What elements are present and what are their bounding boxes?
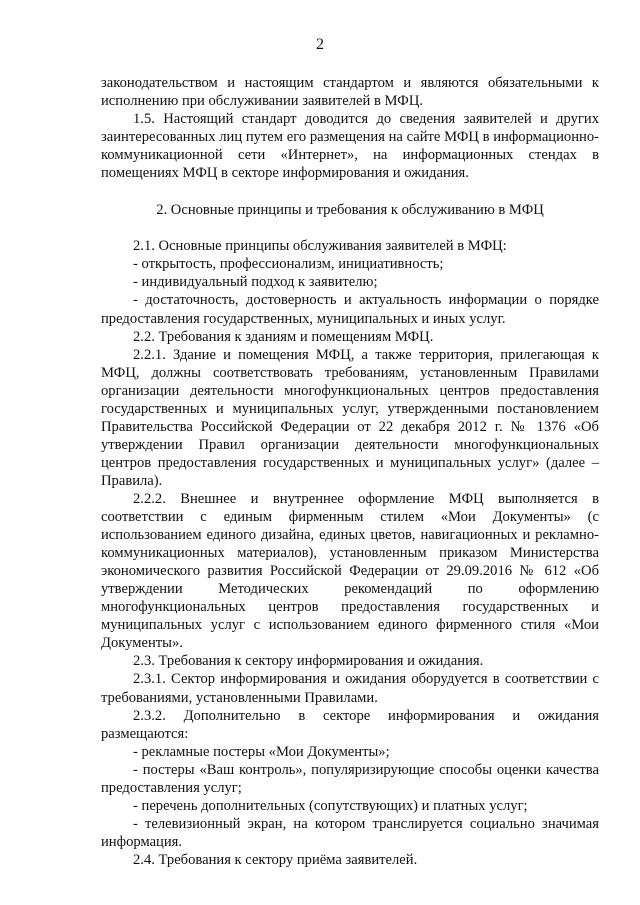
section-heading: 2. Основные принципы и требования к обслуживанию в МФЦ bbox=[156, 202, 544, 219]
paragraph-2-2: 2.2. Требования к зданиям и помещениям МФЦ. bbox=[133, 328, 434, 345]
paragraph-2-3-2: 2.3.2. Дополнительно в секторе информирования и ожидания размещаются: bbox=[101, 707, 599, 742]
list-item-information: - достаточность, достоверность и актуальность информации о порядке предоставления государственных, муниципальных и иных услуг. bbox=[101, 292, 599, 327]
paragraph-2-1: 2.1. Основные принципы обслуживания заявителей в МФЦ: bbox=[133, 238, 507, 255]
list-item-posters-my-documents: - рекламные постеры «Мои Документы»; bbox=[133, 743, 390, 760]
paragraph-2-3-1: 2.3.1. Сектор информирования и ожидания оборудуется в соответствии с требованиями, установленными Правилами. bbox=[101, 671, 599, 706]
paragraph-2-2-2: 2.2.2. Внешнее и внутреннее оформление МФЦ выполняется в соответствии с единым фирменным стилем «Мои Документы» (с использованием единого дизайна, единых цветов, навигационных и рекламно-коммуникационных материалов), установленным приказом Министерства экономического развития Российской Федерации от 29.09.2016 № 612 «Об утверждении Методических рекомендаций по оформлению многофункциональных центров предоставления государственных и муниципальных услуг с использованием единого фирменного стиля «Мои Документы». bbox=[101, 490, 599, 652]
paragraph-2-3: 2.3. Требования к сектору информирования и ожидания. bbox=[133, 653, 484, 670]
paragraph-1-5: 1.5. Настоящий стандарт доводится до сведения заявителей и других заинтересованных лиц путем его размещения на сайте МФЦ в информационно-коммуникационной сети «Интернет», на информационных стендах в помещениях МФЦ в секторе информирования и ожидания. bbox=[101, 111, 599, 182]
list-item-services-list: - перечень дополнительных (сопутствующих) и платных услуг; bbox=[133, 797, 528, 814]
page-number: 2 bbox=[316, 36, 324, 53]
paragraph-2-2-1: 2.2.1. Здание и помещения МФЦ, а также территория, прилегающая к МФЦ, должны соответствовать требованиям, установленным Правилами организации деятельности многофункциональных центров предоставления государственных и муниципальных услуг, утвержденными постановлением Правительства Российской Федерации от 22 декабря 2012 г. № 1376 «Об утверждении Правил организации деятельности многофункциональных центров предоставления государственных и муниципальных услуг» (далее – Правила). bbox=[101, 346, 599, 489]
list-item-tv-screen: - телевизионный экран, на котором транслируется социально значимая информация. bbox=[101, 815, 599, 850]
paragraph-continuation: законодательством и настоящим стандартом и являются обязательными к исполнению при обслуживании заявителей в МФЦ. bbox=[101, 75, 599, 110]
paragraph-2-4: 2.4. Требования к сектору приёма заявителей. bbox=[133, 851, 418, 868]
list-item-posters-your-control: - постеры «Ваш контроль», популяризирующие способы оценки качества предоставления услуг; bbox=[101, 761, 599, 796]
document-body bbox=[101, 74, 599, 869]
list-item-openness: - открытость, профессионализм, инициативность; bbox=[133, 256, 444, 273]
list-item-individual: - индивидуальный подход к заявителю; bbox=[133, 274, 378, 291]
